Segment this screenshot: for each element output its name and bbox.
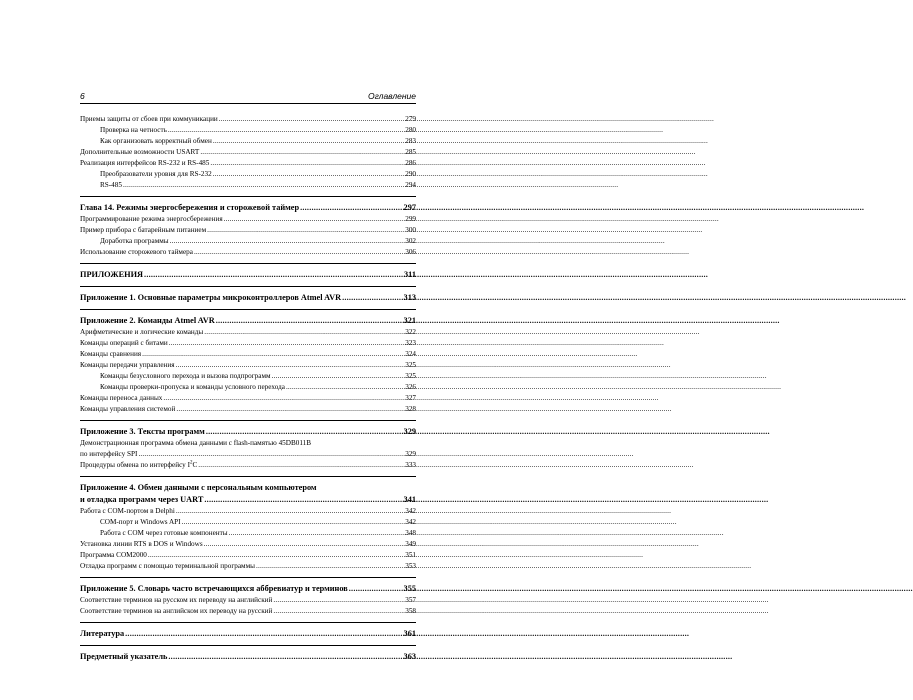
toc-entry[interactable] <box>80 225 416 236</box>
toc-entry-page: 348 <box>405 529 416 537</box>
toc-block-app5 <box>80 595 416 617</box>
toc-entry-title: Программирование режима энергосбережения <box>80 215 223 223</box>
toc-entry-title: Приемы защиты от сбоев при коммуникации <box>80 115 218 123</box>
dot-leader <box>273 595 404 606</box>
toc-entry-page: 322 <box>405 328 416 336</box>
toc-entry-page: 286 <box>405 159 416 167</box>
table-of-contents <box>80 114 416 663</box>
toc-entry[interactable] <box>80 539 416 550</box>
dot-leader <box>273 606 404 617</box>
toc-entry-title: Как организовать корректный обмен <box>100 137 212 145</box>
toc-block-ch14 <box>80 214 416 258</box>
toc-block-app2 <box>80 327 416 415</box>
toc-entry[interactable] <box>80 114 416 125</box>
toc-appendix-3[interactable]: Приложение 3. Тексты программ ..... 329 <box>80 426 416 438</box>
toc-entry-title: Преобразователи уровня для RS-232 <box>100 170 212 178</box>
toc-entry-title: Реализация интерфейсов RS-232 и RS-485 <box>80 159 210 167</box>
toc-entry-title: Работа с COM-портом в Delphi <box>80 507 175 515</box>
toc-chapter-14[interactable]: Глава 14. Режимы энергосбережения и сторожевой таймер ..... 297 <box>80 202 416 214</box>
toc-entry-page: 325 <box>405 372 416 380</box>
toc-appendix-4-line1[interactable]: Приложение 4. Обмен данными с персональным компьютером <box>80 483 317 492</box>
divider <box>80 309 416 310</box>
toc-entry-page: 327 <box>405 394 416 402</box>
toc-entry-page: 358 <box>405 607 416 615</box>
toc-entry-title: Работа с COM через готовые компоненты <box>100 529 228 537</box>
toc-entry-title: Соответствие терминов на английском их переводу на русский <box>80 607 273 615</box>
toc-entry[interactable] <box>80 180 416 191</box>
page-number: 6 <box>80 91 85 101</box>
dot-leader <box>204 539 405 550</box>
dot-leader <box>168 125 404 136</box>
toc-block-app4 <box>80 506 416 572</box>
toc-entry-page: 283 <box>405 137 416 145</box>
toc-entry-page: 285 <box>405 148 416 156</box>
toc-entry[interactable] <box>80 338 416 349</box>
dot-leader <box>229 528 405 539</box>
toc-entry-title: Команды передачи управления <box>80 361 175 369</box>
toc-literature[interactable]: Литература ..... 361 <box>80 628 416 640</box>
toc-entry[interactable] <box>80 550 416 561</box>
toc-entry-page: 326 <box>405 383 416 391</box>
toc-entry[interactable] <box>80 236 416 247</box>
toc-entry[interactable] <box>80 214 416 225</box>
dot-leader <box>142 349 404 360</box>
dot-leader <box>204 327 404 338</box>
dot-leader <box>272 371 405 382</box>
toc-entry[interactable] <box>80 136 416 147</box>
toc-index[interactable]: Предметный указатель ..... 363 <box>80 651 416 663</box>
toc-appendices[interactable]: ПРИЛОЖЕНИЯ ..... 311 <box>80 269 416 281</box>
toc-entry-title: Команды операций с битами <box>80 339 168 347</box>
toc-entry-title: COM-порт и Windows API <box>100 518 181 526</box>
toc-entry-title: Программа COM2000 <box>80 551 147 559</box>
toc-appendix-1[interactable]: Приложение 1. Основные параметры микроконтроллеров Atmel AVR ..... 313 <box>80 292 416 304</box>
toc-entry[interactable] <box>80 158 416 169</box>
divider <box>80 263 416 264</box>
toc-entry[interactable] <box>80 125 416 136</box>
toc-entry[interactable] <box>80 247 416 258</box>
dot-leader <box>176 404 404 415</box>
toc-entry-title: Пример прибора с батарейным питанием <box>80 226 207 234</box>
toc-entry-page: 342 <box>405 507 416 515</box>
toc-entry-title: Команды сравнения <box>80 350 142 358</box>
toc-block-ch13-tail <box>80 114 416 191</box>
toc-entry-spi-demo[interactable]: Демонстрационная программа обмена данными с flash-памятью 45DB011B <box>80 439 312 447</box>
toc-entry-title: Отладка программ с помощью терминальной программы <box>80 562 255 570</box>
header-title: Оглавление <box>367 91 416 101</box>
toc-entry-page: 349 <box>405 540 416 548</box>
toc-entry-title: Команды управления системой <box>80 405 176 413</box>
toc-entry-page: 294 <box>405 181 416 189</box>
toc-entry-title: Дополнительные возможности USART <box>80 148 200 156</box>
dot-leader <box>176 360 405 371</box>
dot-leader <box>256 561 404 572</box>
divider <box>80 286 416 287</box>
divider <box>80 476 416 477</box>
dot-leader <box>176 506 404 517</box>
toc-entry-title: Арифметические и логические команды <box>80 328 204 336</box>
dot-leader <box>169 338 404 349</box>
divider <box>80 622 416 623</box>
toc-entry-title: Проверка на четность <box>100 126 167 134</box>
toc-entry-page: 353 <box>405 562 416 570</box>
toc-appendix-2[interactable]: Приложение 2. Команды Atmel AVR ..... 321 <box>80 315 416 327</box>
dot-leader <box>286 382 404 393</box>
dot-leader <box>210 158 404 169</box>
divider <box>80 420 416 421</box>
toc-entry[interactable] <box>80 360 416 371</box>
toc-appendix-5[interactable]: Приложение 5. Словарь часто встречающихся аббревиатур и терминов ..... 355 <box>80 583 416 595</box>
toc-entry[interactable] <box>80 595 416 606</box>
divider <box>80 645 416 646</box>
dot-leader <box>219 114 404 125</box>
toc-entry-page: 299 <box>405 215 416 223</box>
toc-entry[interactable] <box>80 393 416 404</box>
toc-entry[interactable] <box>80 517 416 528</box>
toc-entry-spi[interactable]: по интерфейсу SPI ..... 329 <box>80 449 416 460</box>
dot-leader <box>194 247 404 258</box>
toc-entry-page: 357 <box>405 596 416 604</box>
toc-entry[interactable] <box>80 404 416 415</box>
toc-entry[interactable] <box>80 382 416 393</box>
toc-entry[interactable] <box>80 169 416 180</box>
toc-entry[interactable] <box>80 147 416 158</box>
dot-leader <box>170 236 405 247</box>
toc-entry[interactable] <box>80 327 416 338</box>
toc-entry-title: Доработка программы <box>100 237 169 245</box>
toc-entry-title: Команды переноса данных <box>80 394 163 402</box>
divider <box>80 196 416 197</box>
toc-entry-page: 306 <box>405 248 416 256</box>
dot-leader <box>207 225 404 236</box>
dot-leader <box>213 169 405 180</box>
toc-entry-page: 290 <box>405 170 416 178</box>
toc-entry[interactable] <box>80 506 416 517</box>
toc-entry-title: RS-485 <box>100 181 122 189</box>
toc-appendix-4[interactable]: и отладка программ через UART ..... 341 <box>80 494 416 506</box>
toc-entry-i2c[interactable]: Процедуры обмена по интерфейсу $I^2C$ ..... 333 <box>80 460 416 471</box>
dot-leader <box>148 550 404 561</box>
toc-entry-title: Команды безусловного перехода и вызова подпрограмм <box>100 372 271 380</box>
toc-entry-page: 280 <box>405 126 416 134</box>
dot-leader <box>213 136 404 147</box>
toc-entry-page: 323 <box>405 339 416 347</box>
toc-entry-title: Использование сторожевого таймера <box>80 248 193 256</box>
toc-entry-title: Соответствие терминов на русском их переводу на английский <box>80 596 273 604</box>
divider <box>80 577 416 578</box>
toc-entry[interactable] <box>80 349 416 360</box>
dot-leader <box>200 147 404 158</box>
toc-entry-page: 324 <box>405 350 416 358</box>
toc-entry-page: 328 <box>405 405 416 413</box>
dot-leader <box>163 393 404 404</box>
toc-entry[interactable] <box>80 606 416 617</box>
toc-entry-title: Установка линии RTS в DOS и Windows <box>80 540 203 548</box>
toc-entry[interactable] <box>80 528 416 539</box>
toc-entry-page: 325 <box>405 361 416 369</box>
dot-leader <box>182 517 405 528</box>
dot-leader <box>123 180 404 191</box>
toc-entry-page: 342 <box>405 518 416 526</box>
dot-leader <box>224 214 405 225</box>
running-header <box>80 91 416 104</box>
toc-entry[interactable] <box>80 561 416 572</box>
toc-entry-page: 302 <box>405 237 416 245</box>
toc-entry-title: Команды проверки-пропуска и команды условного перехода <box>100 383 285 391</box>
toc-entry-page: 351 <box>405 551 416 559</box>
toc-entry-page: 300 <box>405 226 416 234</box>
toc-entry-page: 279 <box>405 115 416 123</box>
toc-entry[interactable] <box>80 371 416 382</box>
